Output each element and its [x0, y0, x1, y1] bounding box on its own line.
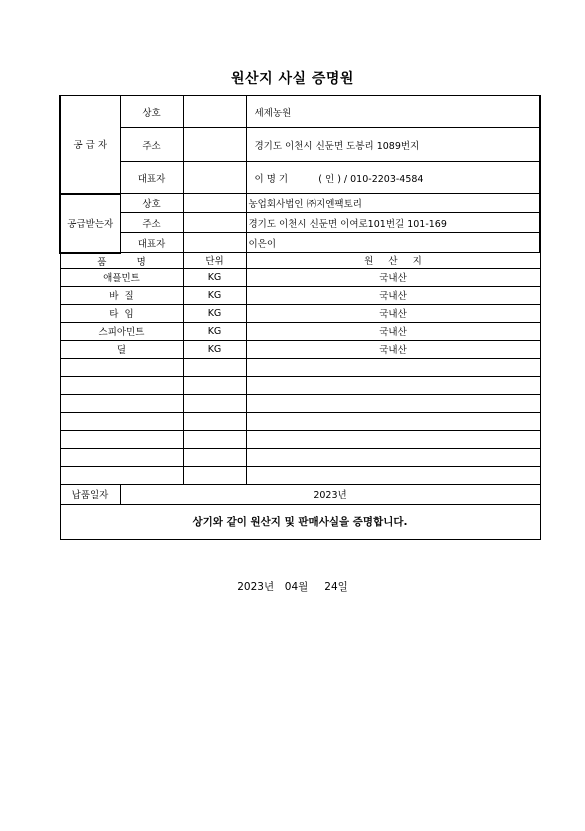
item-row [60, 322, 540, 340]
item-origin: 국내산 [246, 340, 540, 358]
item-unit: KG [183, 340, 246, 358]
receiver-group-label: 공급받는자 [60, 194, 120, 253]
item-name: 스피아민트 [60, 322, 183, 340]
item-row [60, 286, 540, 304]
receiver-address-value: 경기도 이천시 신둔면 이여로101번길 101-169 [246, 213, 540, 233]
supplier-address-value: 경기도 이천시 신둔면 도봉리 1089번지 [246, 128, 540, 162]
item-unit [183, 412, 246, 430]
item-unit: KG [183, 286, 246, 304]
receiver-name-label: 상호 [120, 194, 183, 213]
receiver-address-row [60, 213, 540, 233]
supplier-address-row [60, 128, 540, 162]
supplier-address-blank [183, 128, 246, 162]
item-name [60, 412, 183, 430]
item-unit [183, 430, 246, 448]
receiver-address-label: 주소 [120, 213, 183, 233]
item-name [60, 430, 183, 448]
item-unit [183, 466, 246, 484]
items-header-unit: 단위 [183, 253, 246, 269]
item-origin [246, 448, 540, 466]
supplier-rep-value: 이 명 기 ( 인 ) / 010-2203-4584 [246, 162, 540, 194]
item-name [60, 448, 183, 466]
issue-date: 2023년 04월 24일 [237, 581, 348, 593]
item-row [60, 394, 540, 412]
supplier-name-row [60, 96, 540, 128]
certificate-table [59, 95, 541, 540]
supplier-name-blank [183, 96, 246, 128]
items-body [60, 268, 540, 484]
statement-text: 상기와 같이 원산지 및 판매사실을 증명합니다. [60, 504, 540, 539]
item-unit [183, 358, 246, 376]
item-name [60, 376, 183, 394]
item-origin [246, 358, 540, 376]
receiver-name-row [60, 194, 540, 213]
item-row [60, 358, 540, 376]
document-title: 원산지 사실 증명원 [231, 71, 354, 87]
item-name [60, 358, 183, 376]
item-name [60, 466, 183, 484]
receiver-rep-row [60, 233, 540, 253]
supplier-name-label: 상호 [120, 96, 183, 128]
receiver-rep-value: 이은이 [246, 233, 540, 253]
item-row [60, 466, 540, 484]
supplier-rep-row [60, 162, 540, 194]
item-origin [246, 394, 540, 412]
supplier-group-label: 공 급 자 [60, 96, 120, 194]
delivery-value: 2023년 [120, 484, 540, 504]
supplier-rep-label: 대표자 [120, 162, 183, 194]
item-row [60, 304, 540, 322]
item-origin: 국내산 [246, 268, 540, 286]
item-origin [246, 430, 540, 448]
item-row [60, 430, 540, 448]
items-header-row [60, 253, 540, 269]
item-name: 애플민트 [60, 268, 183, 286]
item-row [60, 448, 540, 466]
item-name [60, 394, 183, 412]
supplier-address-label: 주소 [120, 128, 183, 162]
item-origin [246, 466, 540, 484]
item-unit: KG [183, 268, 246, 286]
items-header-origin: 원 산 지 [246, 253, 540, 269]
item-unit: KG [183, 304, 246, 322]
supplier-name-value: 세제농원 [246, 96, 540, 128]
receiver-rep-blank [183, 233, 246, 253]
receiver-name-blank [183, 194, 246, 213]
item-origin: 국내산 [246, 304, 540, 322]
supplier-rep-blank [183, 162, 246, 194]
delivery-row [60, 484, 540, 504]
item-row [60, 412, 540, 430]
item-unit: KG [183, 322, 246, 340]
item-unit [183, 448, 246, 466]
item-row [60, 376, 540, 394]
item-origin: 국내산 [246, 322, 540, 340]
item-name: 타 임 [60, 304, 183, 322]
receiver-rep-label: 대표자 [120, 233, 183, 253]
item-origin [246, 376, 540, 394]
item-unit [183, 376, 246, 394]
item-origin [246, 412, 540, 430]
items-header-name: 품 명 [60, 253, 183, 269]
item-row [60, 268, 540, 286]
statement-row [60, 504, 540, 539]
item-name: 딜 [60, 340, 183, 358]
receiver-name-value: 농업회사법인 ㈜지엔팩토리 [246, 194, 540, 213]
item-origin: 국내산 [246, 286, 540, 304]
item-row [60, 340, 540, 358]
delivery-label: 납품일자 [60, 484, 120, 504]
item-name: 바 질 [60, 286, 183, 304]
receiver-address-blank [183, 213, 246, 233]
item-unit [183, 394, 246, 412]
